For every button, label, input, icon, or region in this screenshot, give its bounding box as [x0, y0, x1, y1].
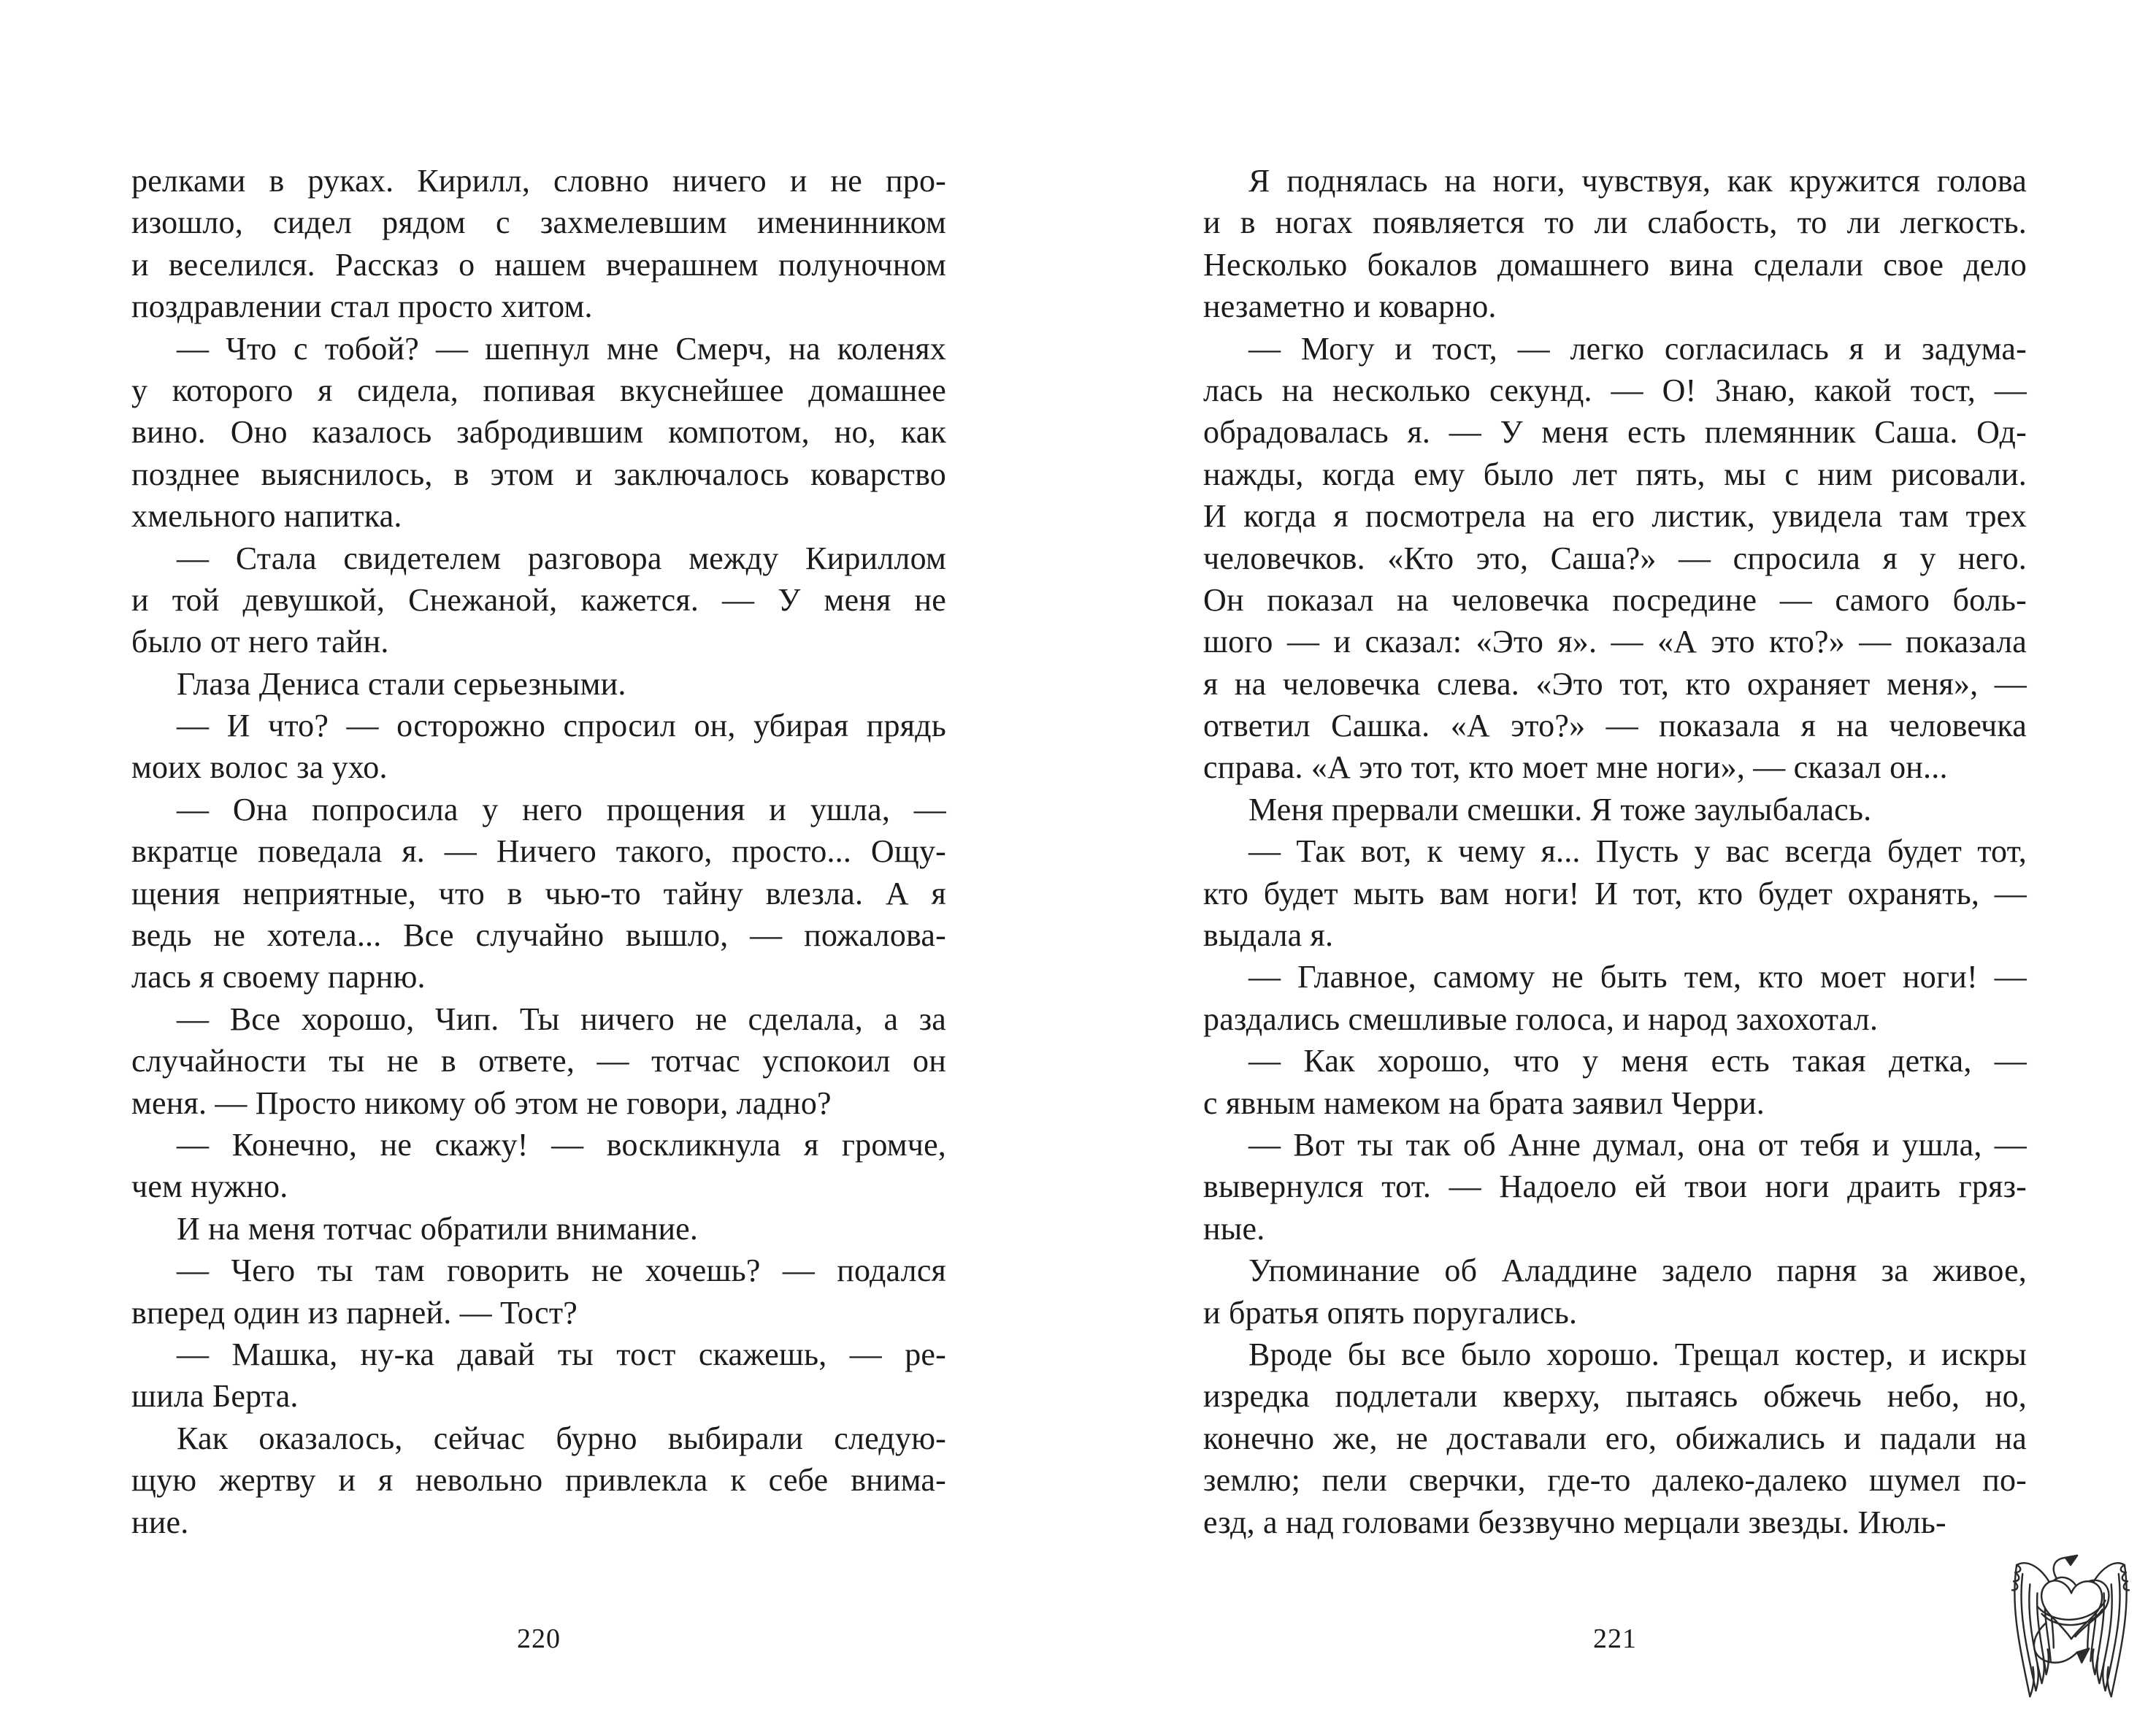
text-line: и братья опять поругались. — [1203, 1294, 1578, 1331]
text-line: у которого я сидела, попивая вкуснейшее домашнее — [131, 372, 946, 408]
text-line: поздравлении стал просто хитом. — [131, 288, 593, 325]
text-line: я на человечка слева. «Это тот, кто охраняет меня», — — [1203, 665, 2027, 702]
text-line: вкратце поведала я. — Ничего такого, просто... Ощу- — [131, 833, 946, 870]
text-line: езд, а над головами беззвучно мерцали звезды. Июль- — [1203, 1504, 1946, 1540]
text-line: Он показал на человечка посредине — самого боль- — [1203, 581, 2027, 618]
text-line: лась я своему парню. — [131, 959, 426, 995]
right-page-text — [1203, 160, 2027, 1543]
text-line: Глаза Дениса стали серьезными. — [177, 665, 626, 702]
text-line: чем нужно. — [131, 1169, 288, 1205]
winged-heart-icon — [2008, 1551, 2130, 1705]
text-line: незаметно и коварно. — [1203, 288, 1497, 325]
text-line: — Могу и тост, — легко согласилась я и задума- — [1248, 330, 2027, 367]
text-line: — Конечно, не скажу! — воскликнула я громче, — [177, 1126, 946, 1163]
text-line: ведь не хотела... Все случайно вышло, — пожалова- — [131, 917, 946, 954]
text-line: — Стала свидетелем разговора между Кириллом — [177, 540, 946, 576]
text-line: Вроде бы все было хорошо. Трещал костер, и искры — [1248, 1336, 2027, 1372]
right-page-number: 221 — [1593, 1623, 1637, 1654]
text-line: было от него тайн. — [131, 624, 389, 660]
text-line: землю; пели сверчки, где-то далеко-далеко шумел по- — [1203, 1462, 2027, 1499]
text-line: изошло, сидел рядом с захмелевшим именинником — [131, 204, 946, 241]
text-line: шила Берта. — [131, 1378, 299, 1415]
text-line: случайности ты не в ответе, — тотчас успокоил он — [131, 1043, 946, 1079]
left-page-text — [131, 160, 946, 1543]
text-line: релками в руках. Кирилл, словно ничего и не про- — [131, 163, 946, 199]
text-line: с явным намеком на брата заявил Черри. — [1203, 1085, 1765, 1121]
text-line: И на меня тотчас обратили внимание. — [177, 1210, 699, 1247]
text-line: обрадовалась я. — У меня есть племянник Саша. Од- — [1203, 414, 2027, 451]
text-line: и в ногах появляется то ли слабость, то ли легкость. — [1203, 204, 2027, 241]
text-line: меня. — Просто никому об этом не говори, ладно? — [131, 1085, 832, 1121]
text-line: — Главное, самому не быть тем, кто моет ноги! — — [1248, 959, 2027, 995]
text-line: Как оказалось, сейчас бурно выбирали следую- — [177, 1420, 946, 1456]
text-line: вперед один из парней. — Тост? — [131, 1294, 578, 1331]
text-line: — Вот ты так об Анне думал, она от тебя и ушла, — — [1248, 1126, 2027, 1163]
text-line: — Все хорошо, Чип. Ты ничего не сделала, а за — [177, 1001, 946, 1037]
text-line: Упоминание об Аладдине задело парня за живое, — [1248, 1252, 2027, 1289]
text-line: изредка подлетали кверху, пытаясь обжечь небо, но, — [1203, 1378, 2027, 1415]
text-line: — Машка, ну-ка давай ты тост скажешь, — ре- — [177, 1336, 946, 1372]
text-line: — Чего ты там говорить не хочешь? — подался — [177, 1252, 946, 1289]
text-line: ние. — [131, 1504, 189, 1540]
text-line: — Что с тобой? — шепнул мне Смерч, на коленях — [177, 330, 946, 367]
text-line: кто будет мыть вам ноги! И тот, кто будет охранять, — — [1203, 875, 2027, 911]
text-line: Я поднялась на ноги, чувствуя, как кружится голова — [1248, 163, 2027, 199]
text-line: и той девушкой, Снежаной, кажется. — У меня не — [131, 581, 946, 618]
text-line: вино. Оно казалось забродившим компотом, но, как — [131, 414, 946, 451]
text-line: лась на несколько секунд. — О! Знаю, какой тост, — — [1203, 372, 2027, 408]
text-line: — Она попросила у него прощения и ушла, — — [177, 791, 946, 827]
left-page-number: 220 — [517, 1623, 561, 1654]
text-line: Несколько бокалов домашнего вина сделали свое дело — [1203, 246, 2027, 283]
text-line: конечно же, не доставали его, обижались и падали на — [1203, 1420, 2027, 1456]
winged-heart-decoration — [2008, 1551, 2130, 1705]
text-line: щую жертву и я невольно привлекла к себе внима- — [131, 1462, 946, 1499]
text-line: ные. — [1203, 1210, 1265, 1247]
text-line: вывернулся тот. — Надоело ей твои ноги драить гряз- — [1203, 1169, 2027, 1205]
text-line: щения неприятные, что в чью-то тайну влезла. А я — [131, 875, 946, 911]
text-line: — Так вот, к чему я... Пусть у вас всегда будет тот, — [1248, 833, 2027, 870]
text-line: И когда я посмотрела на его листик, увидела там трех — [1203, 498, 2027, 535]
text-line: — И что? — осторожно спросил он, убирая прядь — [177, 708, 946, 744]
text-line: позднее выяснилось, в этом и заключалось коварство — [131, 456, 946, 492]
text-line: ответил Сашка. «А это?» — показала я на человечка — [1203, 708, 2027, 744]
text-line: хмельного напитка. — [131, 498, 402, 535]
text-line: выдала я. — [1203, 917, 1334, 954]
text-line: справа. «А это тот, кто моет мне ноги», — сказал он... — [1203, 749, 1948, 786]
text-line: нажды, когда ему было лет пять, мы с ним рисовали. — [1203, 456, 2027, 492]
text-line: Меня прервали смешки. Я тоже заулыбалась. — [1248, 791, 1872, 827]
text-line: — Как хорошо, что у меня есть такая детка, — — [1248, 1043, 2027, 1079]
text-line: раздались смешливые голоса, и народ захохотал. — [1203, 1001, 1879, 1037]
text-line: и веселился. Рассказ о нашем вчерашнем полуночном — [131, 246, 946, 283]
text-line: шого — и сказал: «Это я». — «А это кто?» — показала — [1203, 624, 2027, 660]
text-line: моих волос за ухо. — [131, 749, 388, 786]
text-line: человечков. «Кто это, Саша?» — спросила я у него. — [1203, 540, 2027, 576]
